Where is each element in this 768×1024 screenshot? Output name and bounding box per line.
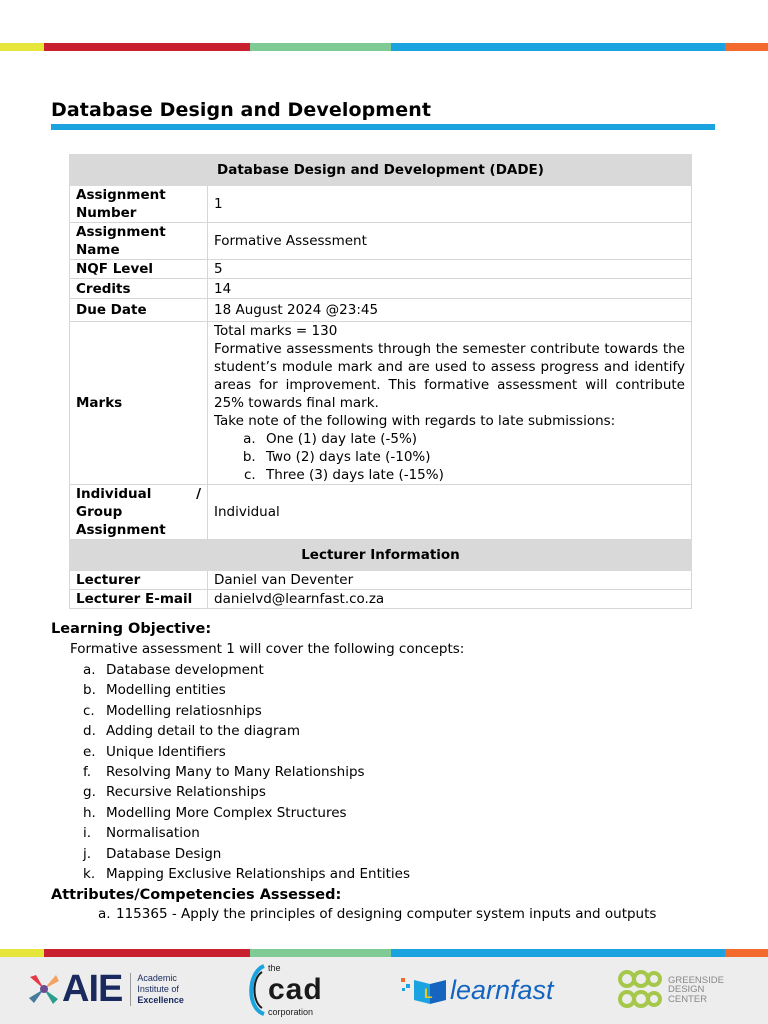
cad-corporation-logo (244, 961, 323, 1019)
cad-swoosh-icon (244, 962, 266, 1018)
list-item-text: Modelling entities (106, 682, 226, 699)
learnfast-book-icon (400, 974, 450, 1006)
bottom-color-stripe (0, 949, 768, 957)
late-penalty-item: c. Three (3) days late (-15%) (260, 466, 685, 484)
lecturer-label: Lecturer (70, 571, 208, 590)
assignment-type-value: Individual (208, 485, 692, 540)
list-marker: f. (83, 763, 92, 780)
assignment-type-label-slash: / (196, 486, 201, 502)
gdc-monogram-icon (618, 967, 662, 1013)
list-marker: a. (98, 906, 111, 922)
assignment-name-label: Assignment Name (70, 223, 208, 260)
list-item (83, 865, 410, 885)
due-date-value: 18 August 2024 @23:45 (208, 299, 692, 322)
due-date-label: Due Date (70, 299, 208, 322)
nqf-level-label: NQF Level (70, 260, 208, 279)
lecturer-heading: Lecturer Information (70, 540, 692, 571)
competencies-heading: Attributes/Competencies Assessed: (51, 887, 342, 903)
list-item (83, 702, 410, 722)
list-item-text: Database development (106, 662, 264, 678)
list-marker: i. (83, 825, 92, 842)
list-marker: d. (83, 723, 96, 740)
list-marker: h. (83, 804, 96, 821)
list-item-text: Resolving Many to Many Relationships (106, 763, 365, 780)
late-penalty-item: b. Two (2) days late (-10%) (260, 448, 685, 466)
total-marks: Total marks = 130 (214, 323, 338, 339)
assignment-type-label-rest: Group Assignment (76, 504, 166, 538)
list-item-text: Adding detail to the diagram (106, 723, 300, 740)
assignment-name-value: Formative Assessment (208, 223, 692, 260)
list-marker: j. (83, 845, 92, 862)
late-penalty-item: a. One (1) day late (-5%) (260, 430, 685, 448)
list-marker: c. (83, 702, 95, 719)
list-item-text: Modelling More Complex Structures (106, 804, 347, 821)
nqf-level-value: 5 (208, 260, 692, 279)
competencies-list (98, 906, 656, 922)
lecturer-email-value: danielvd@learnfast.co.za (208, 590, 692, 609)
list-item-text: Unique Identifiers (106, 743, 226, 760)
list-item-text: Modelling relatiosnhips (106, 702, 262, 719)
cad-logo-text: the cad corporation (268, 963, 323, 1017)
marks-cell (208, 322, 692, 485)
top-color-stripe (0, 43, 768, 51)
aie-logo (26, 968, 184, 1010)
list-marker: b. (83, 682, 96, 699)
list-item (83, 743, 410, 763)
assignment-type-label-part: Individual (76, 486, 152, 502)
list-item (83, 845, 410, 865)
module-heading: Database Design and Development (DADE) (70, 155, 692, 186)
footer-logo-bar (0, 957, 768, 1024)
aie-logo-text: AIE (62, 967, 123, 1010)
lecturer-value: Daniel van Deventer (208, 571, 692, 590)
list-item-text: Mapping Exclusive Relationships and Entities (106, 865, 411, 882)
lecturer-email-label: Lecturer E-mail (70, 590, 208, 609)
list-item-text: Normalisation (106, 825, 200, 842)
credits-value: 14 (208, 279, 692, 299)
late-penalty-list (214, 430, 685, 484)
list-item (83, 763, 410, 783)
list-item-text: Database Design (106, 845, 222, 862)
list-marker: g. (83, 784, 96, 801)
learning-objective-list (83, 661, 410, 885)
assignment-number-value: 1 (208, 186, 692, 223)
learnfast-logo (400, 973, 554, 1007)
learning-objective-heading: Learning Objective: (51, 621, 212, 637)
list-item-text: 115365 - Apply the principles of designing computer system inputs and outputs (116, 906, 657, 922)
list-item-text: Recursive Relationships (106, 784, 266, 801)
title-underline (51, 124, 715, 130)
marks-description: Formative assessments through the semester contribute towards the student’s module mark and are used to assess progress and identify areas for improvement. This formative assessment will contribute 25% towards final mark. (214, 341, 685, 411)
learnfast-logo-text: learnfast (450, 974, 554, 1005)
list-item (83, 804, 410, 824)
learning-objective-intro: Formative assessment 1 will cover the following concepts: (70, 641, 465, 657)
document-title: Database Design and Development (51, 99, 432, 121)
list-item (98, 906, 656, 922)
assignment-number-label: Assignment Number (70, 186, 208, 223)
list-marker: k. (83, 865, 96, 882)
marks-label: Marks (70, 322, 208, 485)
list-item (83, 783, 410, 803)
list-item (83, 681, 410, 701)
aie-star-icon (26, 971, 62, 1007)
list-item (83, 824, 410, 844)
list-item (83, 661, 410, 681)
late-submission-intro: Take note of the following with regards to late submissions: (214, 413, 616, 429)
svg-text:L: L (424, 985, 433, 1001)
greenside-design-center-logo (618, 967, 724, 1013)
list-item (83, 722, 410, 742)
credits-label: Credits (70, 279, 208, 299)
module-info-table (69, 154, 692, 609)
aie-logo-subtitle: Academic Institute of Excellence (130, 973, 184, 1006)
list-marker: e. (83, 743, 96, 760)
list-marker: a. (83, 662, 96, 678)
assignment-type-label (70, 485, 208, 540)
gdc-logo-text: GREENSIDE DESIGN CENTER (668, 974, 724, 1005)
